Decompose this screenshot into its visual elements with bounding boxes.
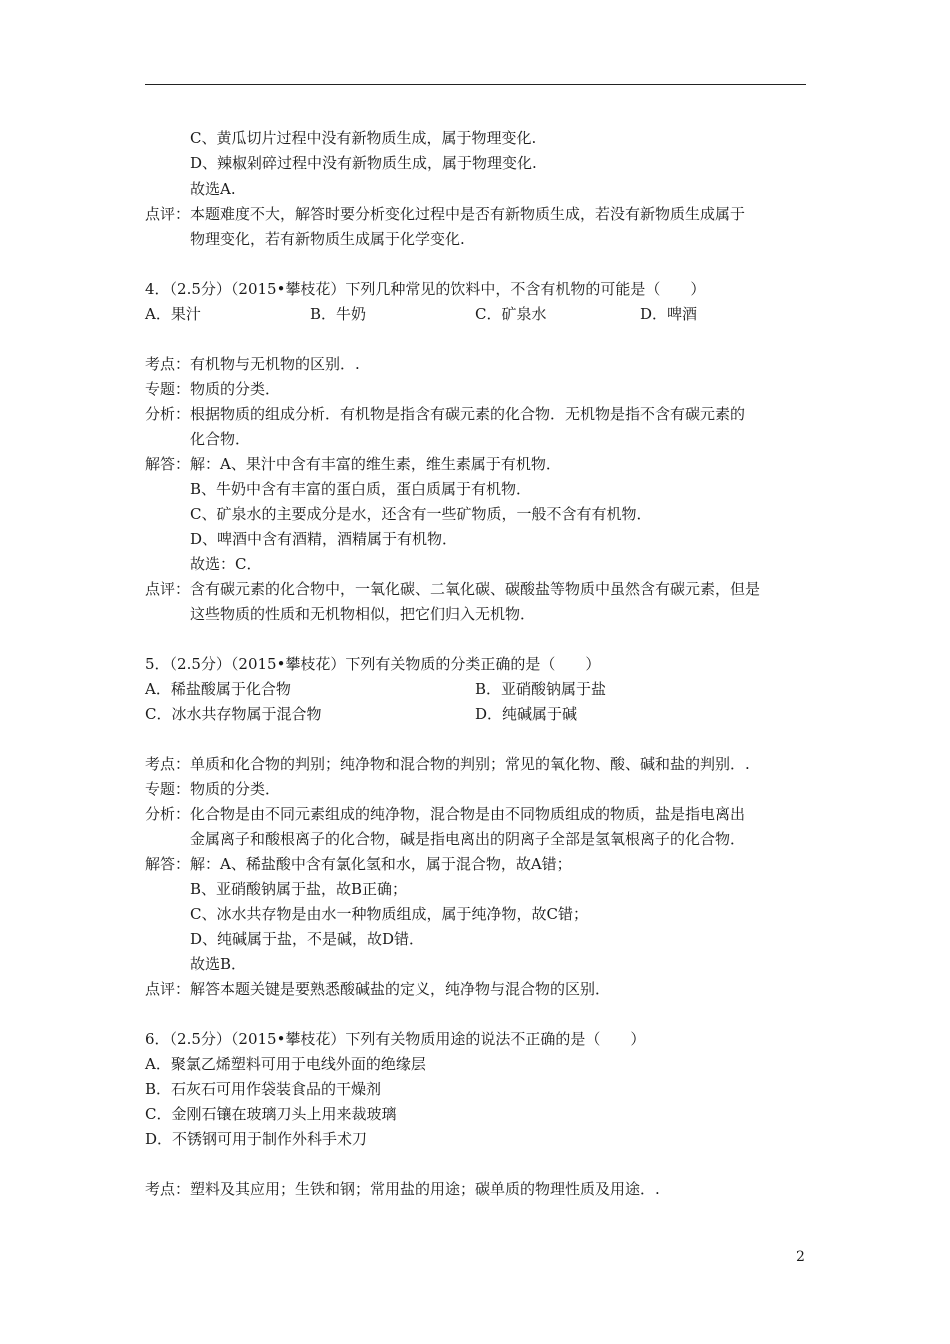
q4-jieda-line-3: C、矿泉水的主要成分是水，还含有一些矿物质，一般不含有有机物． [190, 505, 652, 523]
q4-fenxi-line-1: 分析：根据物质的组成分析．有机物是指含有碳元素的化合物．无机物是指不含有碳元素的 [145, 405, 746, 423]
q5-jieda-line-1: 解答：解：A、稀盐酸中含有氯化氢和水，属于混合物，故A错； [145, 855, 572, 873]
prev-answer: 故选A. [190, 180, 236, 198]
q5-dianping-line-1: 点评：解答本题关键是要熟悉酸碱盐的定义，纯净物与混合物的区别． [145, 980, 611, 998]
q4-kaodian: 考点：有机物与无机物的区别．. [145, 355, 360, 373]
q5-option-c: C．冰水共存物属于混合物 [145, 705, 322, 723]
q5-option-a: A．稀盐酸属于化合物 [145, 680, 291, 698]
q5-jieda-line-3: C、冰水共存物是由水一种物质组成，属于纯净物，故C错； [190, 905, 588, 923]
header-rule [145, 84, 806, 85]
q4-zhuanti: 专题：物质的分类． [145, 380, 281, 398]
q5-fenxi-line-2: 金属离子和酸根离子的化合物，碱是指电离出的阴离子全部是氢氧根离子的化合物． [190, 830, 746, 848]
q5-option-d: D．纯碱属于碱 [475, 705, 578, 723]
q5-kaodian: 考点：单质和化合物的判别；纯净物和混合物的判别；常见的氧化物、酸、碱和盐的判别．. [145, 755, 750, 773]
q5-fenxi-line-1: 分析：化合物是由不同元素组成的纯净物，混合物是由不同物质组成的物质，盐是指电离出 [145, 805, 746, 823]
q4-option-c: C．矿泉水 [475, 305, 547, 323]
q5-jieda-line-4: D、纯碱属于盐，不是碱，故D错． [190, 930, 425, 948]
prev-option-d-analysis: D、辣椒剁碎过程中没有新物质生成，属于物理变化. [190, 154, 537, 172]
q4-option-b: B．牛奶 [310, 305, 367, 323]
q5-jieda-line-5: 故选B． [190, 955, 247, 973]
q4-option-d: D．啤酒 [640, 305, 698, 323]
q5-zhuanti: 专题：物质的分类． [145, 780, 281, 798]
q4-dianping-line-1: 点评：含有碳元素的化合物中，一氧化碳、二氧化碳、碳酸盐等物质中虽然含有碳元素，但是 [145, 580, 761, 598]
q6-option-c: C．金刚石镶在玻璃刀头上用来裁玻璃 [145, 1105, 397, 1123]
q4-option-a: A．果汁 [145, 305, 201, 323]
prev-comment-line-2: 物理变化，若有新物质生成属于化学变化. [190, 230, 465, 248]
page-number: 2 [796, 1249, 805, 1265]
q6-kaodian: 考点：塑料及其应用；生铁和钢；常用盐的用途；碳单质的物理性质及用途．. [145, 1180, 660, 1198]
q4-fenxi-line-2: 化合物． [190, 430, 251, 448]
q6-stem: 6．（2.5分）（2015•攀枝花）下列有关物质用途的说法不正确的是（ ） [145, 1030, 646, 1048]
q4-jieda-line-1: 解答：解：A、果汁中含有丰富的维生素，维生素属于有机物． [145, 455, 561, 473]
q4-dianping-line-2: 这些物质的性质和无机物相似，把它们归入无机物． [190, 605, 536, 623]
q6-option-b: B．石灰石可用作袋装食品的干燥剂 [145, 1080, 382, 1098]
q6-option-d: D．不锈钢可用于制作外科手术刀 [145, 1130, 368, 1148]
q4-jieda-line-5: 故选：C． [190, 555, 262, 573]
q5-option-b: B．亚硝酸钠属于盐 [475, 680, 607, 698]
q6-option-a: A．聚氯乙烯塑料可用于电线外面的绝缘层 [145, 1055, 426, 1073]
q5-stem: 5．（2.5分）（2015•攀枝花）下列有关物质的分类正确的是（ ） [145, 655, 601, 673]
q4-stem: 4．（2.5分）（2015•攀枝花）下列几种常见的饮料中，不含有机物的可能是（ ） [145, 280, 706, 298]
prev-option-c-analysis: C、黄瓜切片过程中没有新物质生成，属于物理变化. [190, 129, 537, 147]
q5-jieda-line-2: B、亚硝酸钠属于盐，故B正确； [190, 880, 408, 898]
q4-jieda-line-2: B、牛奶中含有丰富的蛋白质，蛋白质属于有机物． [190, 480, 532, 498]
prev-comment-line-1: 点评：本题难度不大，解答时要分析变化过程中是否有新物质生成，若没有新物质生成属于 [145, 205, 746, 223]
q4-jieda-line-4: D、啤酒中含有酒精，酒精属于有机物． [190, 530, 458, 548]
